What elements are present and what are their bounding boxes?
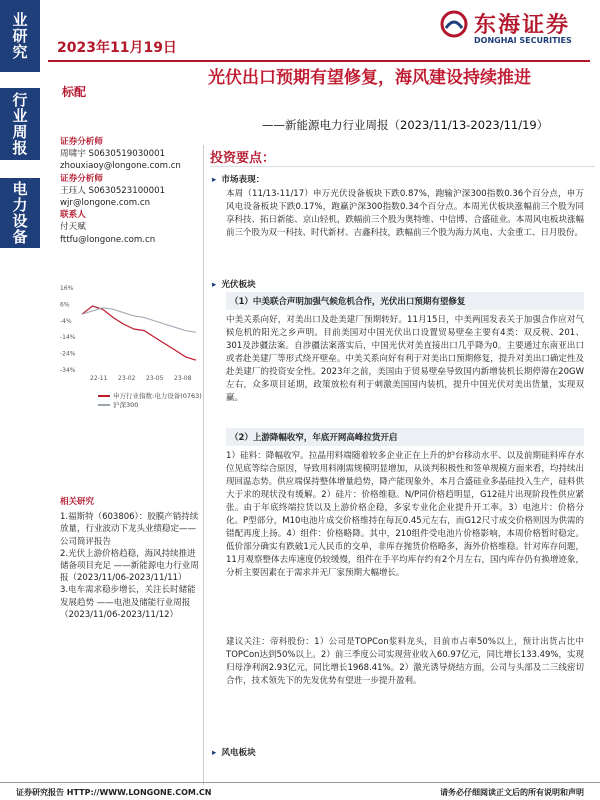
logo-en: DONGHAI SECURITIES <box>474 36 572 45</box>
side-tab-sector: 电力设备 <box>0 178 40 248</box>
contact-email[interactable]: fttfu@longone.com.cn <box>60 234 156 245</box>
bullet-market: ▸ 市场表现： <box>212 173 264 185</box>
y-tick-label: -24% <box>60 350 76 358</box>
rating-label: 标配 <box>62 85 87 99</box>
y-tick-label: 16% <box>60 285 74 292</box>
x-tick-label: 23-05 <box>146 375 164 382</box>
side-tab-weekly: 行业周报 <box>0 88 40 160</box>
analyst-label-1: 证券分析师 <box>60 137 103 147</box>
y-tick-label: 6% <box>60 301 70 309</box>
footer-left[interactable]: 证券研究报告 HTTP://WWW.LONGONE.COM.CN <box>16 788 212 797</box>
footer-right: 请务必仔细阅读正文后的所有说明和声明 <box>440 788 584 797</box>
analyst-info <box>60 136 200 246</box>
series-line-hs300 <box>82 308 196 333</box>
x-tick-label: 23-08 <box>174 375 192 382</box>
report-subtitle: ——新能源电力行业周报（2023/11/13-2023/11/19） <box>262 118 549 132</box>
related-label: 相关研究 <box>60 497 95 507</box>
y-tick-label: -14% <box>60 334 76 342</box>
side-tab-research: 业研究 <box>0 0 40 72</box>
logo-name: 东海证券 <box>474 13 571 38</box>
analyst-name-1: 周啸宇 S0630519030001 <box>60 149 166 160</box>
section-divider <box>210 166 595 167</box>
index-chart <box>60 284 200 384</box>
analyst-email-2[interactable]: wjr@longone.com.cn <box>60 198 151 209</box>
analyst-email-1[interactable]: zhouxiaoy@longone.com.cn <box>60 161 181 172</box>
related-item-1[interactable]: 1.福斯特（603806）：胶膜产销持续放量，行业波动下龙头业绩稳定——公司简评报告 <box>60 512 199 547</box>
logo-mark-icon <box>440 10 468 38</box>
y-tick-label: -4% <box>60 317 72 325</box>
report-date: 2023年11月19日 <box>57 40 177 56</box>
related-item-3[interactable]: 3.电车需求稳步增长，关注长时储能发展趋势 ——电池及储能行业周报（2023/11/06-2023/11/12） <box>60 585 196 620</box>
para-pv-2: 1）硅料：降幅收窄。拉晶用料端随着较多企业正在上升的炉台移动水平、以及前期硅料库存水位见底等综合原因，导致用料刚需规模明显增加，从谈判积极性和签单规模方面来看，均持续出现回温态势。供应端保持整体增量趋势，降产能现象外，本月合盛硅业多晶硅投入生产，硅料供大于求的现状没有缓解。2）硅片：价格维稳。N/P同价格趋明显，G12硅片出现阶段性供应紧张。由于年底终端拉货以及上游价格企稳，多家专业化企业提升开工率。3）电池片：价格分化。P型部分，M10电池片成交价格维持在每瓦0.45元左右，而G12尺寸成交价格则因为供需的错配再度上扬。4）组件：价格略降。其中，210组件受电池片价格影响，本周价格暂时稳定。低价部分确实有跌破1元人民币的交单，非库存抛货价格略多，海外价格维稳。针对库存问题，11月观察整体去库速度仍较缓慢，组件在手平均库存约有2个月左右，国内库存仍有换增迹象，分析主要因素在于需求并无厂家预期大幅增长。 <box>226 451 584 578</box>
bullet-wind: ▸ 风电板块 <box>212 746 256 758</box>
y-tick-label: -34% <box>60 367 76 374</box>
para-pv-1: 中美关系向好，对美出口及赴美建厂预期转好。11月15日，中美两国发表关于加强合作应对气候危机的阳光之乡声明。目前美国对中国光伏出口设置贸易壁垒主要有4类：双反税、201、301及涉疆法案。自涉疆法案落实后，中国光伏对美直接出口几乎降为0。主要通过东南亚出口或者赴美建厂等形式绕开壁垒。中美关系向好有利于对美出口预期修复，提升对美出口确定性及赴美建厂的投资安全性。2023年之前，美国由于贸易壁垒导致国内新增装机长期停滞在20GW左右，众多项目延期，政策放松有利于刺激美国国内装机，提升中国光伏对美出货量，实现双赢。 <box>226 315 584 403</box>
legend-item-2: 沪深300 <box>98 401 202 410</box>
footer-divider <box>0 782 600 783</box>
chart-legend <box>98 392 202 410</box>
related-research <box>60 496 200 621</box>
contact-name: 付天赋 <box>60 222 86 233</box>
bullet-pv: ▸ 光伏板块 <box>212 278 256 290</box>
contact-label: 联系人 <box>60 210 86 221</box>
para-recommend: 建议关注：帝科股份：1）公司是TOPCon浆料龙头，目前市占率50%以上，预计出货占比中TOPCon达到50%以上。2）前三季度公司实现营业收入60.97亿元，同比增长133.49%，实现归母净利润2.93亿元，同比增长1968.41%。2）激光诱导烧结方面，公司与头部及二三线密切合作，技术领先下的先发优势有望进一步提升盈利。 <box>226 637 584 686</box>
section-heading: 投资要点： <box>210 151 276 166</box>
report-title: 光伏出口预期有望修复，海风建设持续推进 <box>208 68 531 88</box>
related-item-2[interactable]: 2.光伏上游价格趋稳，海风持续推进储备项目充足 ——新能源电力行业周报（2023/11/06-2023/11/11） <box>60 548 199 584</box>
header-divider <box>48 60 590 62</box>
column-divider <box>203 145 204 785</box>
x-tick-label: 22-11 <box>90 375 108 382</box>
band-pv-1: （1）中美联合声明加强气候危机合作，光伏出口预期有望修复 <box>226 292 584 310</box>
analyst-name-2: 王珏人 S0630523100001 <box>60 185 166 196</box>
x-tick-label: 23-02 <box>118 375 136 382</box>
company-logo <box>438 6 588 52</box>
legend-item-1: 申万行业指数:电力设备(0763) <box>98 392 202 401</box>
para-market: 本周（11/13-11/17）申万光伏设备板块下跌0.87%，跑输沪深300指数0.36个百分点，申万风电设备板块下跌0.17%，跑赢沪深300指数0.34个百分点。本周光伏板块涨幅前三个股为同享科技、拓日新能、京山轻机，跌幅前三个股为奥特维、中信博、合盛硅业。本周风电板块涨幅前三个股为双一科技、时代新材、吉鑫科技，跌幅前三个股为海力风电、大金重工、日月股份。 <box>226 189 584 238</box>
series-line-power-equipment <box>82 306 196 360</box>
band-pv-2: （2）上游降幅收窄，年底开网高峰拉货开启 <box>226 428 584 446</box>
analyst-label-2: 证券分析师 <box>60 173 103 184</box>
